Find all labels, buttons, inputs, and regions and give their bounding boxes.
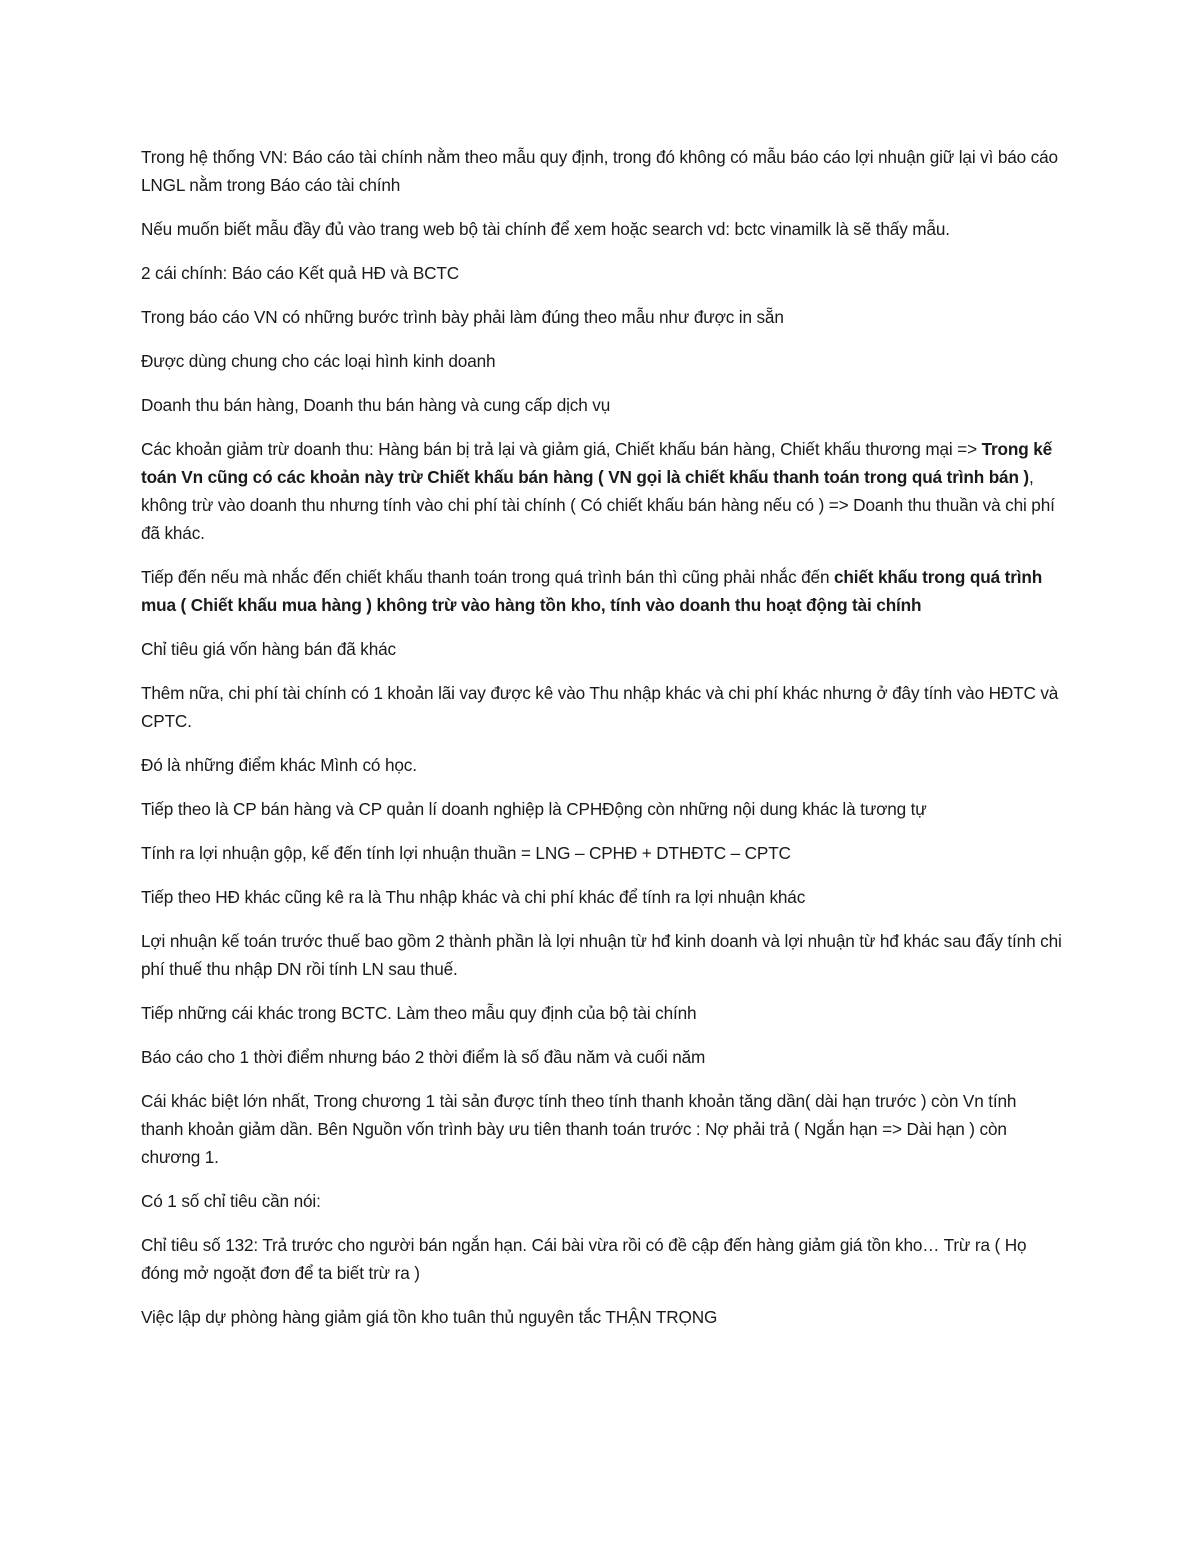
paragraph [141,347,1063,375]
text-run: Được dùng chung cho các loại hình kinh doanh [141,351,496,371]
text-run: Báo cáo cho 1 thời điểm nhưng báo 2 thời điểm là số đầu năm và cuối năm [141,1047,706,1067]
text-run: Chỉ tiêu giá vốn hàng bán đã khác [141,639,396,659]
paragraph [141,1231,1063,1287]
bold-text-run: Trong kế toán Vn cũng có các khoản này trừ Chiết khấu bán hàng ( VN gọi là chiết khấu thanh toán trong quá trình bán ) [141,439,1053,487]
text-run: Có 1 số chỉ tiêu cần nói: [141,1191,321,1211]
paragraph [141,679,1063,735]
text-run: , không trừ vào doanh thu nhưng tính vào chi phí tài chính ( Có chiết khấu bán hàng nếu có ) => Doanh thu thuần và chi phí đã khác. [141,467,1055,543]
text-run: Tiếp theo là CP bán hàng và CP quản lí doanh nghiệp là CPHĐộng còn những nội dung khác là tương tự [141,799,927,819]
paragraph [141,1087,1063,1171]
paragraph [141,1043,1063,1071]
paragraph [141,435,1063,547]
text-run: Cái khác biệt lớn nhất, Trong chương 1 tài sản được tính theo tính thanh khoản tăng dần( dài hạn trước ) còn Vn tính thanh khoản giảm dần. Bên Nguồn vốn trình bày ưu tiên thanh toán trước : Nợ phải trả ( Ngắn hạn => Dài hạn ) còn chương 1. [141,1091,1017,1167]
text-run: 2 cái chính: Báo cáo Kết quả HĐ và BCTC [141,263,460,283]
text-run: Các khoản giảm trừ doanh thu: Hàng bán bị trả lại và giảm giá, Chiết khấu bán hàng, Chiết khấu thương mại => [141,439,982,459]
text-run: Tiếp đến nếu mà nhắc đến chiết khấu thanh toán trong quá trình bán thì cũng phải nhắc đến [141,567,834,587]
paragraph [141,259,1063,287]
document-page [141,143,1063,1347]
paragraph [141,143,1063,199]
paragraph [141,999,1063,1027]
paragraph [141,883,1063,911]
paragraph [141,795,1063,823]
text-run: Tiếp theo HĐ khác cũng kê ra là Thu nhập khác và chi phí khác để tính ra lợi nhuận khác [141,887,806,907]
text-run: Trong báo cáo VN có những bước trình bày phải làm đúng theo mẫu như được in sẵn [141,307,784,327]
paragraph [141,391,1063,419]
paragraph [141,635,1063,663]
paragraph [141,303,1063,331]
paragraph [141,1187,1063,1215]
paragraph [141,1303,1063,1331]
text-run: Thêm nữa, chi phí tài chính có 1 khoản lãi vay được kê vào Thu nhập khác và chi phí khác nhưng ở đây tính vào HĐTC và CPTC. [141,683,1059,731]
paragraph [141,563,1063,619]
text-run: Đó là những điểm khác Mình có học. [141,755,417,775]
text-run: Tiếp những cái khác trong BCTC. Làm theo mẫu quy định của bộ tài chính [141,1003,697,1023]
text-run: Doanh thu bán hàng, Doanh thu bán hàng và cung cấp dịch vụ [141,395,611,415]
paragraph [141,839,1063,867]
paragraph [141,927,1063,983]
text-run: Việc lập dự phòng hàng giảm giá tồn kho tuân thủ nguyên tắc THẬN TRỌNG [141,1307,718,1327]
paragraph [141,751,1063,779]
text-run: Chỉ tiêu số 132: Trả trước cho người bán ngắn hạn. Cái bài vừa rồi có đề cập đến hàng giảm giá tồn kho… Trừ ra ( Họ đóng mở ngoặt đơn để ta biết trừ ra ) [141,1235,1027,1283]
text-run: Tính ra lợi nhuận gộp, kế đến tính lợi nhuận thuần = LNG – CPHĐ + DTHĐTC – CPTC [141,843,791,863]
text-run: Nếu muốn biết mẫu đầy đủ vào trang web bộ tài chính để xem hoặc search vd: bctc vinamilk là sẽ thấy mẫu. [141,219,950,239]
text-run: Trong hệ thống VN: Báo cáo tài chính nằm theo mẫu quy định, trong đó không có mẫu báo cáo lợi nhuận giữ lại vì báo cáo LNGL nằm trong Báo cáo tài chính [141,147,1058,195]
paragraph [141,215,1063,243]
text-run: Lợi nhuận kế toán trước thuế bao gồm 2 thành phần là lợi nhuận từ hđ kinh doanh và lợi nhuận từ hđ khác sau đấy tính chi phí thuế thu nhập DN rồi tính LN sau thuế. [141,931,1062,979]
bold-text-run: chiết khấu trong quá trình mua ( Chiết khấu mua hàng ) không trừ vào hàng tồn kho, tính vào doanh thu hoạt động tài chính [141,567,1043,615]
